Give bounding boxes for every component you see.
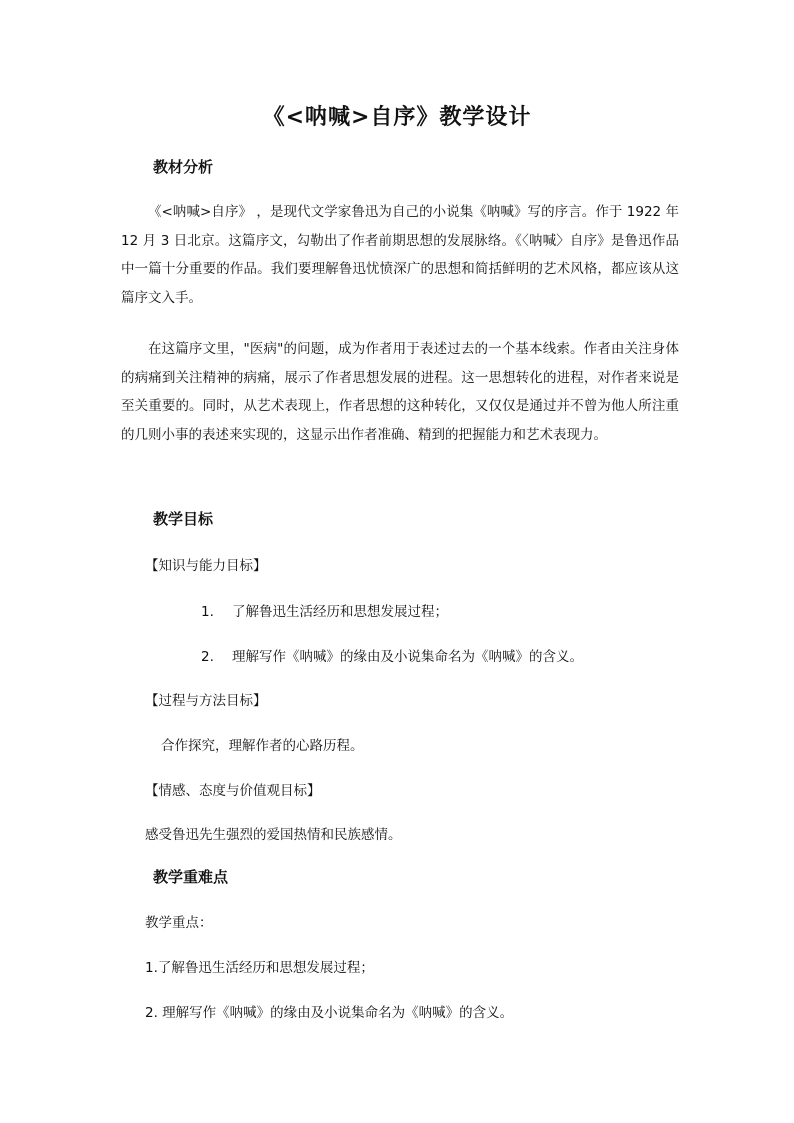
list-text: 理解写作《呐喊》的缘由及小说集命名为《呐喊》的含义。: [232, 649, 583, 665]
process-goal-label: 【过程与方法目标】: [145, 693, 267, 709]
analysis-paragraph-1: 《<呐喊>自序》 ，是现代文学家鲁迅为自己的小说集《呐喊》写的序言。作于 1922 年 12 月 3 日北京。这篇序文，勾勒出了作者前期思想的发展脉络。《〈呐喊〉自序》是鲁迅作品中一篇十分重要的作品。我们要理解鲁迅忧愤深广的思想和简括鲜明的艺术风格，都应该从这篇序文入手。: [121, 204, 679, 306]
process-goal-text: 合作探究，理解作者的心路历程。: [161, 738, 364, 754]
list-text: 了解鲁迅生活经历和思想发展过程；: [232, 604, 448, 620]
heading-analysis: 教材分析: [153, 158, 214, 176]
heading-key-points: 教学重难点: [153, 868, 229, 886]
key-points-label: 教学重点：: [145, 915, 213, 931]
knowledge-goal-item-2: [201, 645, 583, 665]
key-point-item-2: 2. 理解写作《呐喊》的缘由及小说集命名为《呐喊》的含义。: [145, 1005, 514, 1021]
knowledge-goal-label: 【知识与能力目标】: [145, 558, 267, 574]
knowledge-goal-item-1: [201, 600, 448, 620]
list-number: 2.: [201, 649, 214, 665]
list-number: 1.: [201, 604, 214, 620]
analysis-paragraph-2: 在这篇序文里，"医病"的问题，成为作者用于表述过去的一个基本线索。作者由关注身体的病痛到关注精神的病痛，展示了作者思想发展的进程。这一思想转化的进程，对作者来说是至关重要的。同时，从艺术表现上，作者思想的这种转化，又仅仅是通过并不曾为他人所注重的几则小事的表述来实现的，这显示出作者准确、精到的把握能力和艺术表现力。: [121, 341, 679, 443]
key-point-item-1: 1.了解鲁迅生活经历和思想发展过程；: [145, 960, 374, 976]
emotion-goal-label: 【情感、态度与价值观目标】: [145, 783, 321, 799]
document-title: 《<呐喊>自序》教学设计: [262, 105, 532, 130]
emotion-goal-text: 感受鲁迅先生强烈的爱国热情和民族感情。: [145, 827, 402, 843]
heading-goals: 教学目标: [153, 510, 214, 528]
